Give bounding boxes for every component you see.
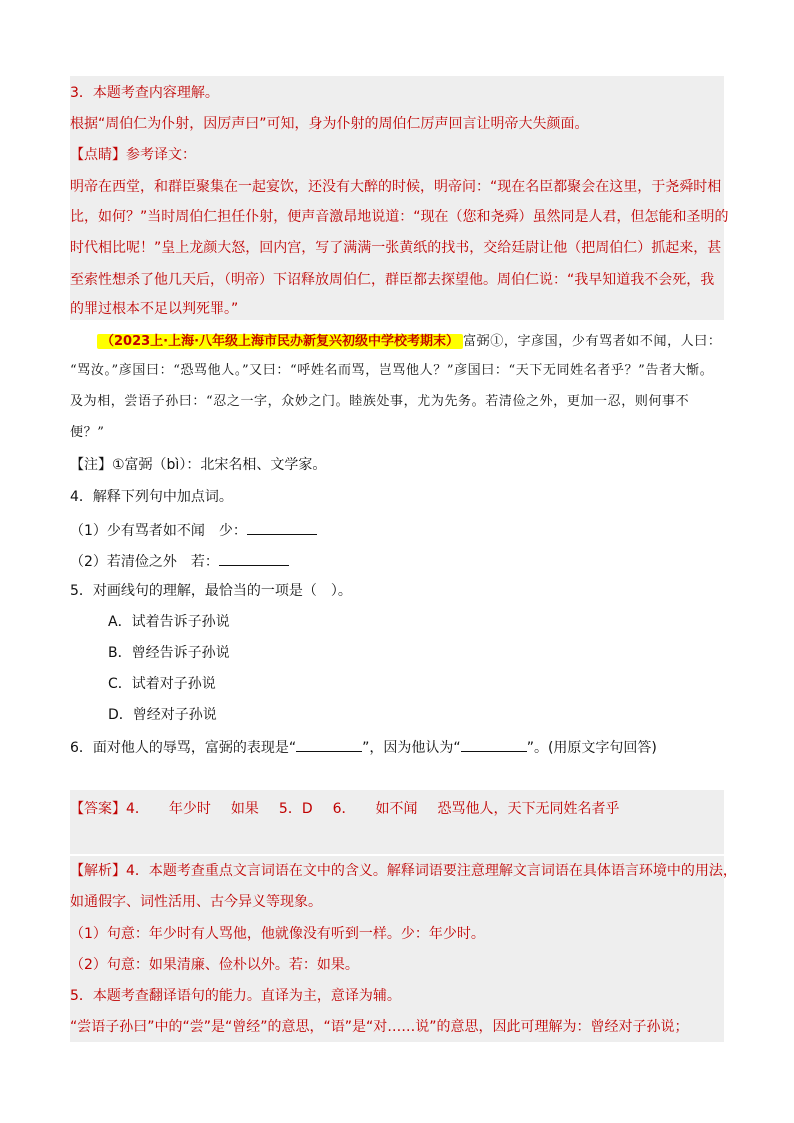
passage-line-3: 及为相，尝语子孙曰：“忍之一字，众妙之门。睦族处事，尤为先务。若清俭之外，更加一忍，则何事不 (70, 394, 690, 409)
q3-heading: 3．本题考查内容理解。 (70, 85, 219, 101)
source-tag: （2023上·上海·八年级上海市民办新复兴初级中学校考期末） (97, 334, 463, 349)
answer-item-5: 6． (332, 801, 356, 817)
answer-item-2: 年少时 (168, 801, 211, 817)
translation-line-3: 时代相比呢！”皇上龙颜大怒，回内宫，写了满满一张黄纸的找书，交给廷尉让他（把周伯仁）抓起来，甚 (70, 240, 722, 256)
dianjing-line (70, 146, 196, 164)
option-d[interactable]: D．曾经对子孙说 (108, 707, 217, 723)
option-b[interactable]: B．曾经告诉子孙说 (108, 645, 230, 661)
answer-item-3: 如果 (230, 801, 259, 817)
passage-line-1 (97, 332, 721, 351)
analysis-line-6: “尝语子孙曰”中的“尝”是“曾经”的意思，“语”是“对……说”的意思，因此可理解为：曾经对子孙说； (70, 1019, 689, 1035)
analysis-shade-bottom (70, 856, 724, 1042)
answer-line (70, 800, 620, 818)
answer-item-1: 4． (126, 801, 149, 817)
analysis-tag: 【解析】 (70, 863, 126, 879)
option-a[interactable]: A．试着告诉子孙说 (108, 614, 230, 630)
question-6-part-a: 6．面对他人的辱骂，富弼的表现是“ (70, 740, 297, 756)
option-c[interactable]: C．试着对子孙说 (108, 676, 216, 692)
translation-line-2: 比，如何？”当时周伯仁担任仆射，便声音激昂地说道：“现在（您和尧舜）虽然同是人君，但怎能和圣明的 (70, 209, 729, 225)
question-4-2 (70, 551, 289, 571)
question-4-1-text: （1）少有骂者如不闻 少： (70, 523, 247, 539)
analysis-line-5: 5．本题考查翻译语句的能力。直译为主，意译为辅。 (70, 988, 401, 1004)
answer-blank-4-1[interactable] (247, 520, 317, 535)
answer-blank-4-2[interactable] (219, 551, 289, 566)
passage-line-4: 便？” (70, 425, 105, 440)
answer-item-6: 如不闻 (375, 801, 418, 817)
question-6-part-c: ”。(用原文字句回答) (526, 740, 657, 756)
translation-line-1: 明帝在西堂，和群臣聚集在一起宴饮，还没有大醉的时候，明帝问：“现在名臣都聚会在这里，于尧舜时相 (70, 179, 722, 195)
question-5: 5．对画线句的理解，最恰当的一项是（ ）。 (70, 583, 352, 599)
translation-line-4: 至索性想杀了他几天后，（明帝）下诏释放周伯仁，群臣都去探望他。周伯仁说：“我早知道我不会死，我 (70, 272, 715, 288)
question-6 (70, 737, 657, 757)
question-6-part-b: ”，因为他认为“ (362, 740, 461, 756)
answer-item-7: 恐骂他人，天下无同姓名者乎 (437, 801, 620, 817)
dianjing-tag: 【点睛】 (70, 147, 126, 163)
translation-line-5: 的罪过根本不足以判死罪。” (70, 301, 239, 317)
answer-blank-6-2[interactable] (461, 737, 527, 752)
dianjing-label: 参考译文： (126, 147, 196, 163)
question-4-2-text: （2）若清俭之外 若： (70, 554, 219, 570)
analysis-line-2: 如通假字、词性活用、古今异义等现象。 (70, 894, 322, 910)
answer-tag: 【答案】 (70, 801, 126, 817)
analysis-line-3: （1）句意：年少时有人骂他，他就像没有听到一样。少：年少时。 (70, 926, 485, 942)
question-4-1 (70, 520, 317, 540)
question-4: 4．解释下列句中加点词。 (70, 489, 233, 505)
answer-item-4: 5．D (278, 801, 313, 817)
note-text: ①富弼（bì）：北宋名相、文学家。 (112, 457, 327, 473)
passage-line-1-text: 富弼①，字彦国，少有骂者如不闻，人曰： (463, 334, 722, 349)
analysis-text-1: 4．本题考查重点文言词语在文中的含义。解释词语要注意理解文言词语在具体语言环境中的用法， (126, 863, 737, 879)
note-line (70, 456, 326, 474)
q3-body: 根据“周伯仁为仆射，因厉声曰”可知，身为仆射的周伯仁厉声回言让明帝大失颜面。 (70, 116, 589, 132)
note-tag: 【注】 (70, 457, 112, 473)
passage-line-2: “骂汝。”彦国曰：“恐骂他人。”又曰：“呼姓名而骂，岂骂他人？”彦国曰：“天下无同姓名者乎？”告者大惭。 (70, 363, 714, 378)
answer-blank-6-1[interactable] (296, 737, 362, 752)
analysis-line-4: （2）句意：如果清廉、俭朴以外。若：如果。 (70, 957, 359, 973)
analysis-line-1 (70, 862, 737, 880)
